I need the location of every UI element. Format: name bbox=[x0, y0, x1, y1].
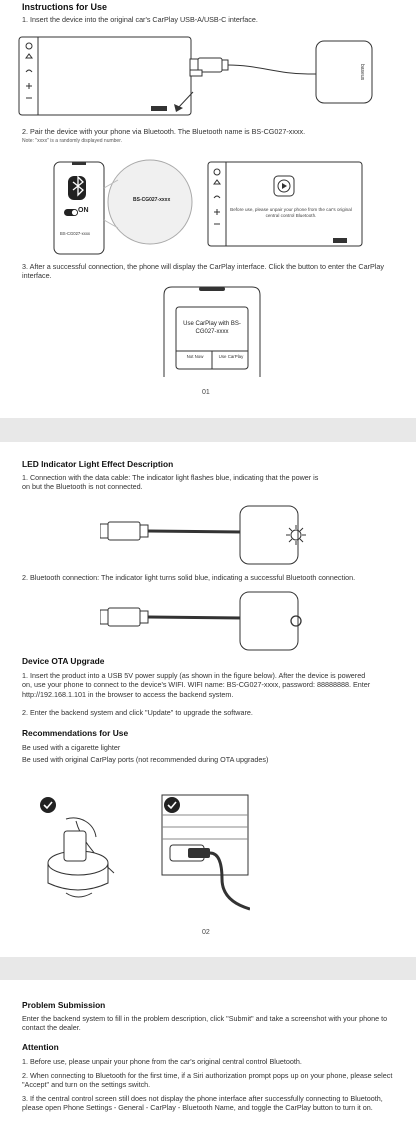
figure-insert-device bbox=[18, 34, 398, 124]
step-3-text: 3. After a successful connection, the phone will display the CarPlay interface. Click the button to enter the CarPlay interface. bbox=[22, 262, 384, 281]
recommendations-title: Recommendations for Use bbox=[22, 728, 129, 738]
bubble-bt-name: BS-CG027-xxxx bbox=[133, 197, 171, 203]
ota-title: Device OTA Upgrade bbox=[22, 656, 105, 666]
led-title: LED Indicator Light Effect Description bbox=[22, 459, 174, 469]
page-number-1: 01 bbox=[202, 389, 210, 396]
figure-led-flashing bbox=[100, 502, 320, 568]
page-2 bbox=[0, 442, 416, 957]
ota-2-text: 2. Enter the backend system and click "Update" to upgrade the software. bbox=[22, 708, 253, 717]
device-brand-label: baseus bbox=[359, 64, 365, 81]
car-screen bbox=[19, 37, 191, 115]
adapter-device-3 bbox=[240, 592, 298, 650]
attention-3-text: 3. If the central control screen still does not display the phone interface after successfully connecting to Bluetooth, please open Phone Settings - General - CarPlay - Bluetooth Name, and toggle the CarPlay button to turn it on. bbox=[22, 1094, 383, 1113]
usb-connector-2 bbox=[108, 522, 140, 540]
page-1 bbox=[0, 0, 416, 418]
check-icon-2 bbox=[164, 797, 180, 813]
problem-text: Enter the backend system to fill in the problem description, click "Submit" and take a screenshot with your phone to contact the dealer. bbox=[22, 1014, 388, 1033]
figure-led-solid bbox=[100, 588, 320, 654]
usb-port bbox=[151, 106, 167, 111]
step-1-text: 1. Insert the device into the original car's CarPlay USB-A/USB-C interface. bbox=[22, 15, 258, 24]
car-screen-2 bbox=[208, 162, 362, 246]
problem-title: Problem Submission bbox=[22, 1000, 106, 1010]
bluetooth-icon bbox=[68, 176, 86, 200]
led-2-text: 2. Bluetooth connection: The indicator light turns solid blue, indicating a successful Bluetooth connection. bbox=[22, 573, 356, 582]
phone-bt-name: BS-CG027-xxxx bbox=[60, 231, 91, 236]
cable-2 bbox=[148, 531, 242, 532]
led-1-text: 1. Connection with the data cable: The indicator light flashes blue, indicating that the power is on but the Bluetooth is not connected. bbox=[22, 473, 319, 492]
page-3 bbox=[0, 980, 416, 1134]
dialog-title: Use CarPlay with BS-CG027-xxxx bbox=[183, 321, 241, 335]
attention-2-text: 2. When connecting to Bluetooth for the first time, if a Siri authorization prompt pops up on your phone, please select "Accept" and turn on the settings switch. bbox=[22, 1071, 393, 1090]
rec-2-text: Be used with original CarPlay ports (not recommended during OTA upgrades) bbox=[22, 755, 269, 764]
figure-car-port bbox=[160, 793, 250, 913]
attention-title: Attention bbox=[22, 1042, 59, 1052]
page-number-2: 02 bbox=[202, 929, 210, 936]
instructions-title: Instructions for Use bbox=[22, 2, 108, 12]
attention-1-text: 1. Before use, please unpair your phone from the car's original central control Bluetooth. bbox=[22, 1057, 302, 1066]
usb-plug bbox=[64, 831, 86, 861]
car-screen-message: Before use, please unpair your phone from the car's original central control Bluetooth. bbox=[230, 207, 352, 218]
phone-toggle-label: ON bbox=[78, 207, 89, 214]
rec-1-text: Be used with a cigarette lighter bbox=[22, 743, 121, 752]
step-2-note: Note: "xxxx" is a randomly displayed number. bbox=[22, 138, 122, 144]
dialog-not-now-button[interactable]: Not Now bbox=[186, 354, 204, 359]
ota-1-text: 1. Insert the product into a USB 5V power supply (as shown in the figure below). After the device is powered on, use your phone to connect to the device's WIFI. WIFI name: BS-CG027-xxxx, password: 88888888. Enter http://192.168.1.101 in the browser to access the backend system. bbox=[22, 671, 371, 699]
step-2-text: 2. Pair the device with your phone via Bluetooth. The Bluetooth name is BS-CG027-xxxx. bbox=[22, 127, 306, 136]
cable-3 bbox=[210, 853, 250, 909]
cable bbox=[228, 65, 320, 74]
figure-cigarette-lighter bbox=[36, 793, 122, 908]
check-icon-1 bbox=[40, 797, 56, 813]
figure-bluetooth-pairing bbox=[40, 150, 370, 258]
dialog-use-carplay-button[interactable]: Use CarPlay bbox=[218, 354, 244, 359]
